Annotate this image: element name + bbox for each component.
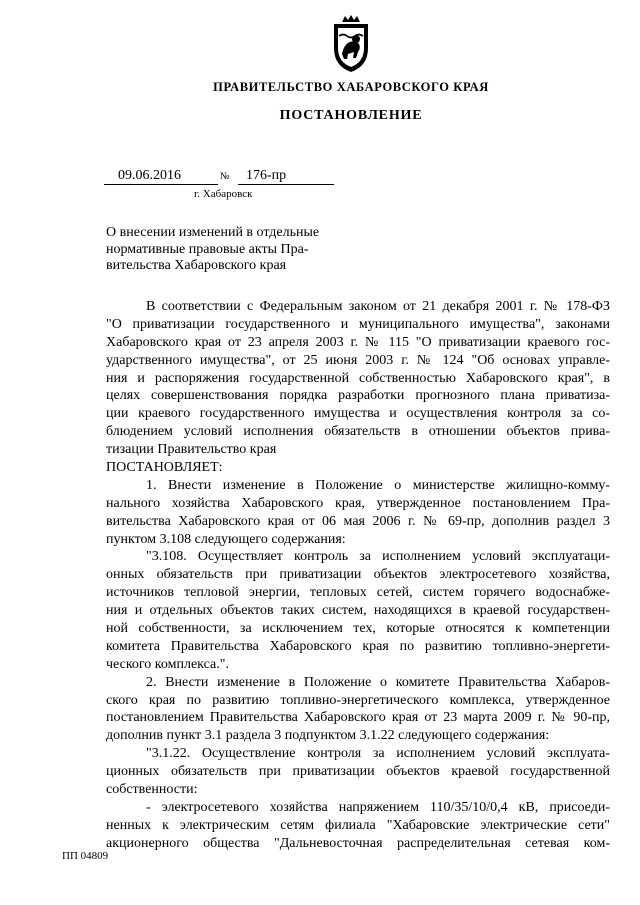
body-line: 2. Внести изменение в Положение о комитете Правительства Хабаров- (146, 674, 610, 690)
body-line: собственности: (106, 782, 198, 798)
body-line: "3.108. Осуществляет контроль за исполнением условий эксплуатаци- (146, 549, 610, 565)
body-line: - электросетевого хозяйства напряжением 110/35/10/0,4 кВ, присоеди- (146, 799, 610, 815)
footer-document-code: ПП 04809 (62, 850, 109, 862)
body-line: ского края по развитию топливно-энергетического комплекса, утвержденное (106, 692, 610, 708)
document-body (106, 298, 610, 853)
body-line: 1. Внести изменение в Положение о министерстве жилищно-комму- (146, 477, 610, 493)
body-line: "3.1.22. Осуществление контроля за исполнением условий эксплуата- (146, 746, 610, 762)
body-line: ния и распоряжения государственной собственностью Хабаровского края", в (106, 370, 610, 386)
date-number-line (104, 168, 344, 188)
body-line: ударственного имущества", от 25 июня 2003 г. № 124 "Об основах управле- (106, 352, 610, 368)
body-line: дополнив пункт 3.1 раздела 3 подпунктом 3.1.22 следующего содержания: (106, 728, 550, 744)
body-line: комитета Правительства Хабаровского края по развитию топливно-энергети- (106, 638, 610, 654)
body-line: блюдением условий исполнения обязательств в отношении объектов прива- (106, 424, 610, 440)
body-line: онных обязательств при приватизации объектов электросетевого хозяйства, (106, 567, 610, 583)
body-line: источников тепловой энергии, тепловых сетей, систем горячего водоснабже- (106, 585, 610, 601)
body-line: ния и отдельных объектов таких систем, находящихся в краевой государствен- (106, 603, 610, 619)
resolution-heading: ПОСТАНОВЛЯЕТ: (106, 460, 223, 476)
body-line: нального хозяйства Хабаровского края, утвержденное постановлением Пра- (106, 495, 610, 511)
body-line: ной собственности, за исключением тех, которые относятся к компетенции (106, 621, 610, 637)
body-line: ческого комплекса.". (106, 656, 229, 672)
document-subject (106, 225, 356, 275)
document-type-title: ПОСТАНОВЛЕНИЕ (279, 108, 423, 123)
city-name: г. Хабаровск (194, 188, 253, 200)
body-line: ционных обязательств при приватизации объектов краевой государственной (106, 764, 610, 780)
body-line: "О приватизации государственного и муниципального имущества", законами (106, 316, 610, 332)
body-line: тизации Правительство края (106, 442, 277, 458)
document-date: 09.06.2016 (104, 168, 218, 185)
body-line: акционерного общества "Дальневосточная распределительная сетевая ком- (106, 835, 610, 851)
coat-of-arms-emblem (326, 14, 376, 74)
body-line: постановлением Правительства Хабаровского края от 23 марта 2009 г. № 90-пр, (106, 710, 610, 726)
subject-line: О внесении изменений в отдельные (106, 225, 320, 240)
body-line: пунктом 3.108 следующего содержания: (106, 531, 346, 547)
body-line: ции краевого государственного имущества и осуществления контроля за со- (106, 406, 610, 422)
government-title: ПРАВИТЕЛЬСТВО ХАБАРОВСКОГО КРАЯ (213, 80, 489, 94)
body-line: Хабаровского края от 23 апреля 2003 г. № 115 "О приватизации краевого гос- (106, 334, 610, 350)
body-line: целях совершенствования порядка разработки прогнозного плана приватиза- (106, 388, 610, 404)
body-line: ненных к электрическим сетям филиала "Хабаровские электрические сети" (106, 817, 610, 833)
body-line: вительства Хабаровского края от 06 мая 2006 г. № 69-пр, дополнив раздел 3 (106, 513, 610, 529)
subject-line: вительства Хабаровского края (106, 258, 287, 273)
number-sign: № (220, 171, 230, 182)
body-line: В соответствии с Федеральным законом от 21 декабря 2001 г. № 178-ФЗ (146, 299, 610, 314)
document-number: 176-пр (238, 168, 334, 185)
subject-line: нормативные правовые акты Пра- (106, 241, 309, 257)
